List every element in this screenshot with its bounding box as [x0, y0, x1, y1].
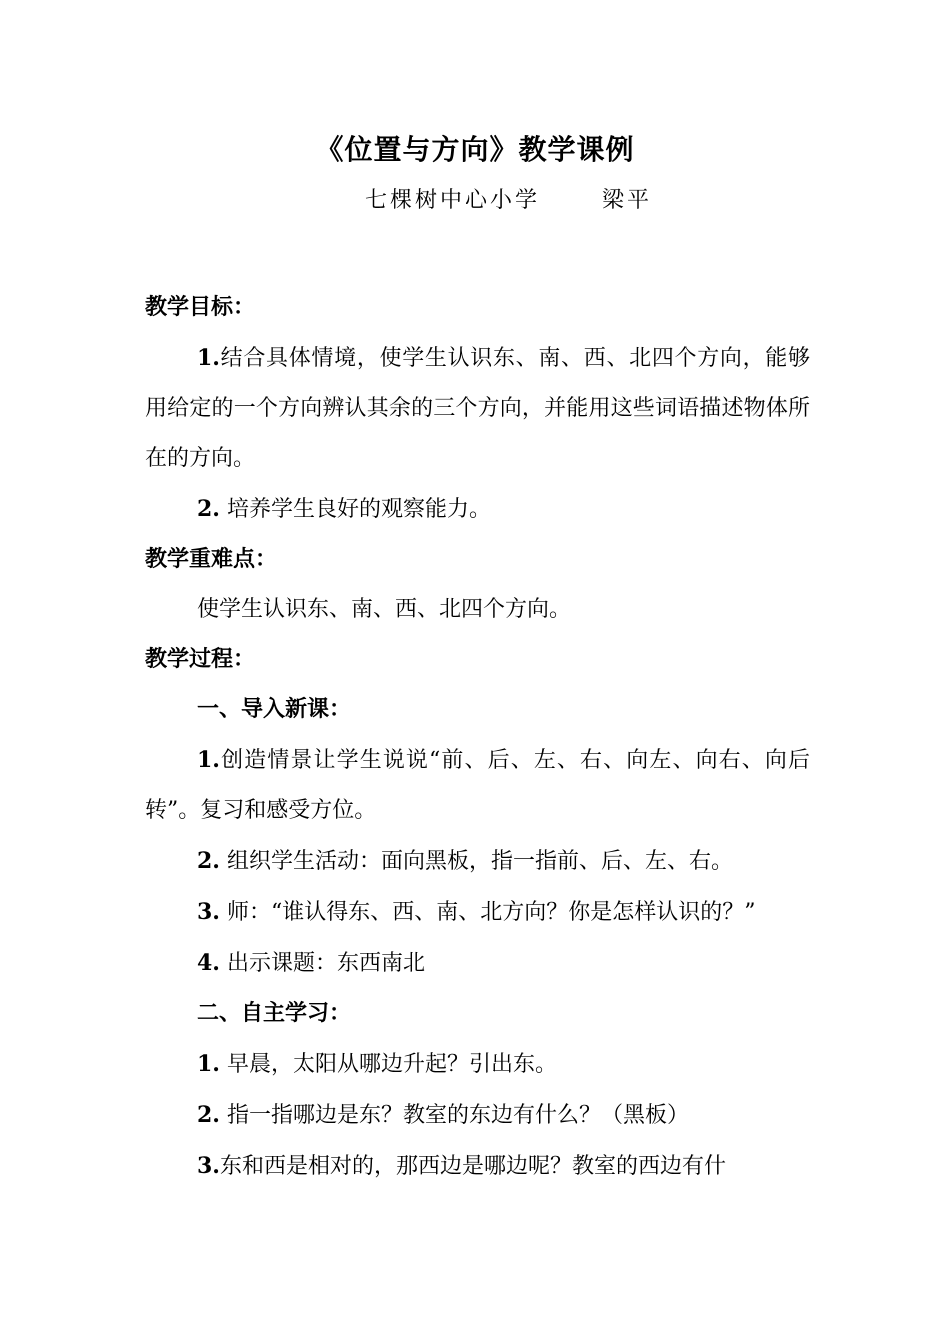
item-text: 指一指哪边是东？教室的东边有什么？（黑板） [219, 1103, 689, 1128]
process-item [145, 836, 810, 887]
section-heading-intro: 一、导入新课： [197, 697, 352, 722]
item-number: 1. [197, 747, 220, 773]
item-text: 出示课题：东西南北 [219, 951, 425, 976]
process-item [145, 1141, 810, 1192]
item-text: 东和西是相对的，那西边是哪边呢？教室的西边有什 [219, 1154, 726, 1179]
item-number: 3. [197, 899, 220, 925]
item-text: 早晨，太阳从哪边升起？引出东。 [219, 1052, 557, 1077]
item-number: 1. [197, 1051, 220, 1077]
item-number: 2. [197, 1102, 220, 1128]
byline [365, 183, 652, 214]
author-name: 梁平 [602, 188, 653, 213]
process-item [145, 1039, 810, 1090]
key-points-text: 使学生认识东、南、西、北四个方向。 [197, 597, 572, 622]
goal-item [145, 484, 810, 535]
goal-item [145, 333, 810, 484]
key-points-heading: 教学重难点： [145, 547, 278, 572]
item-number: 4. [197, 950, 220, 976]
process-item [145, 1090, 810, 1141]
item-text: 组织学生活动：面向黑板，指一指前、后、左、右。 [219, 849, 733, 874]
document-body [145, 283, 810, 1192]
process-item [145, 938, 810, 989]
goal-number: 1. [197, 345, 220, 371]
item-number: 3. [197, 1153, 220, 1179]
goal-text: 结合具体情境，使学生认识东、南、西、北四个方向，能够用给定的一个方向辨认其余的三个方向，并能用这些词语描述物体所在的方向。 [145, 346, 810, 471]
item-number: 2. [197, 848, 220, 874]
goals-heading: 教学目标： [145, 295, 256, 320]
section-heading-self-study: 二、自主学习： [197, 1001, 352, 1026]
document-title: 《位置与方向》教学课例 [315, 133, 635, 166]
goal-number: 2. [197, 496, 220, 522]
item-text: 创造情景让学生说说“前、后、左、右、向左、向右、向后转”。复习和感受方位。 [145, 748, 810, 823]
process-item [145, 735, 810, 836]
process-heading: 教学过程： [145, 647, 256, 672]
process-item [145, 887, 810, 938]
school-name: 七棵树中心小学 [365, 188, 541, 213]
item-text: 师：“谁认得东、西、南、北方向？你是怎样认识的？” [219, 900, 756, 925]
goal-text: 培养学生良好的观察能力。 [219, 497, 491, 522]
